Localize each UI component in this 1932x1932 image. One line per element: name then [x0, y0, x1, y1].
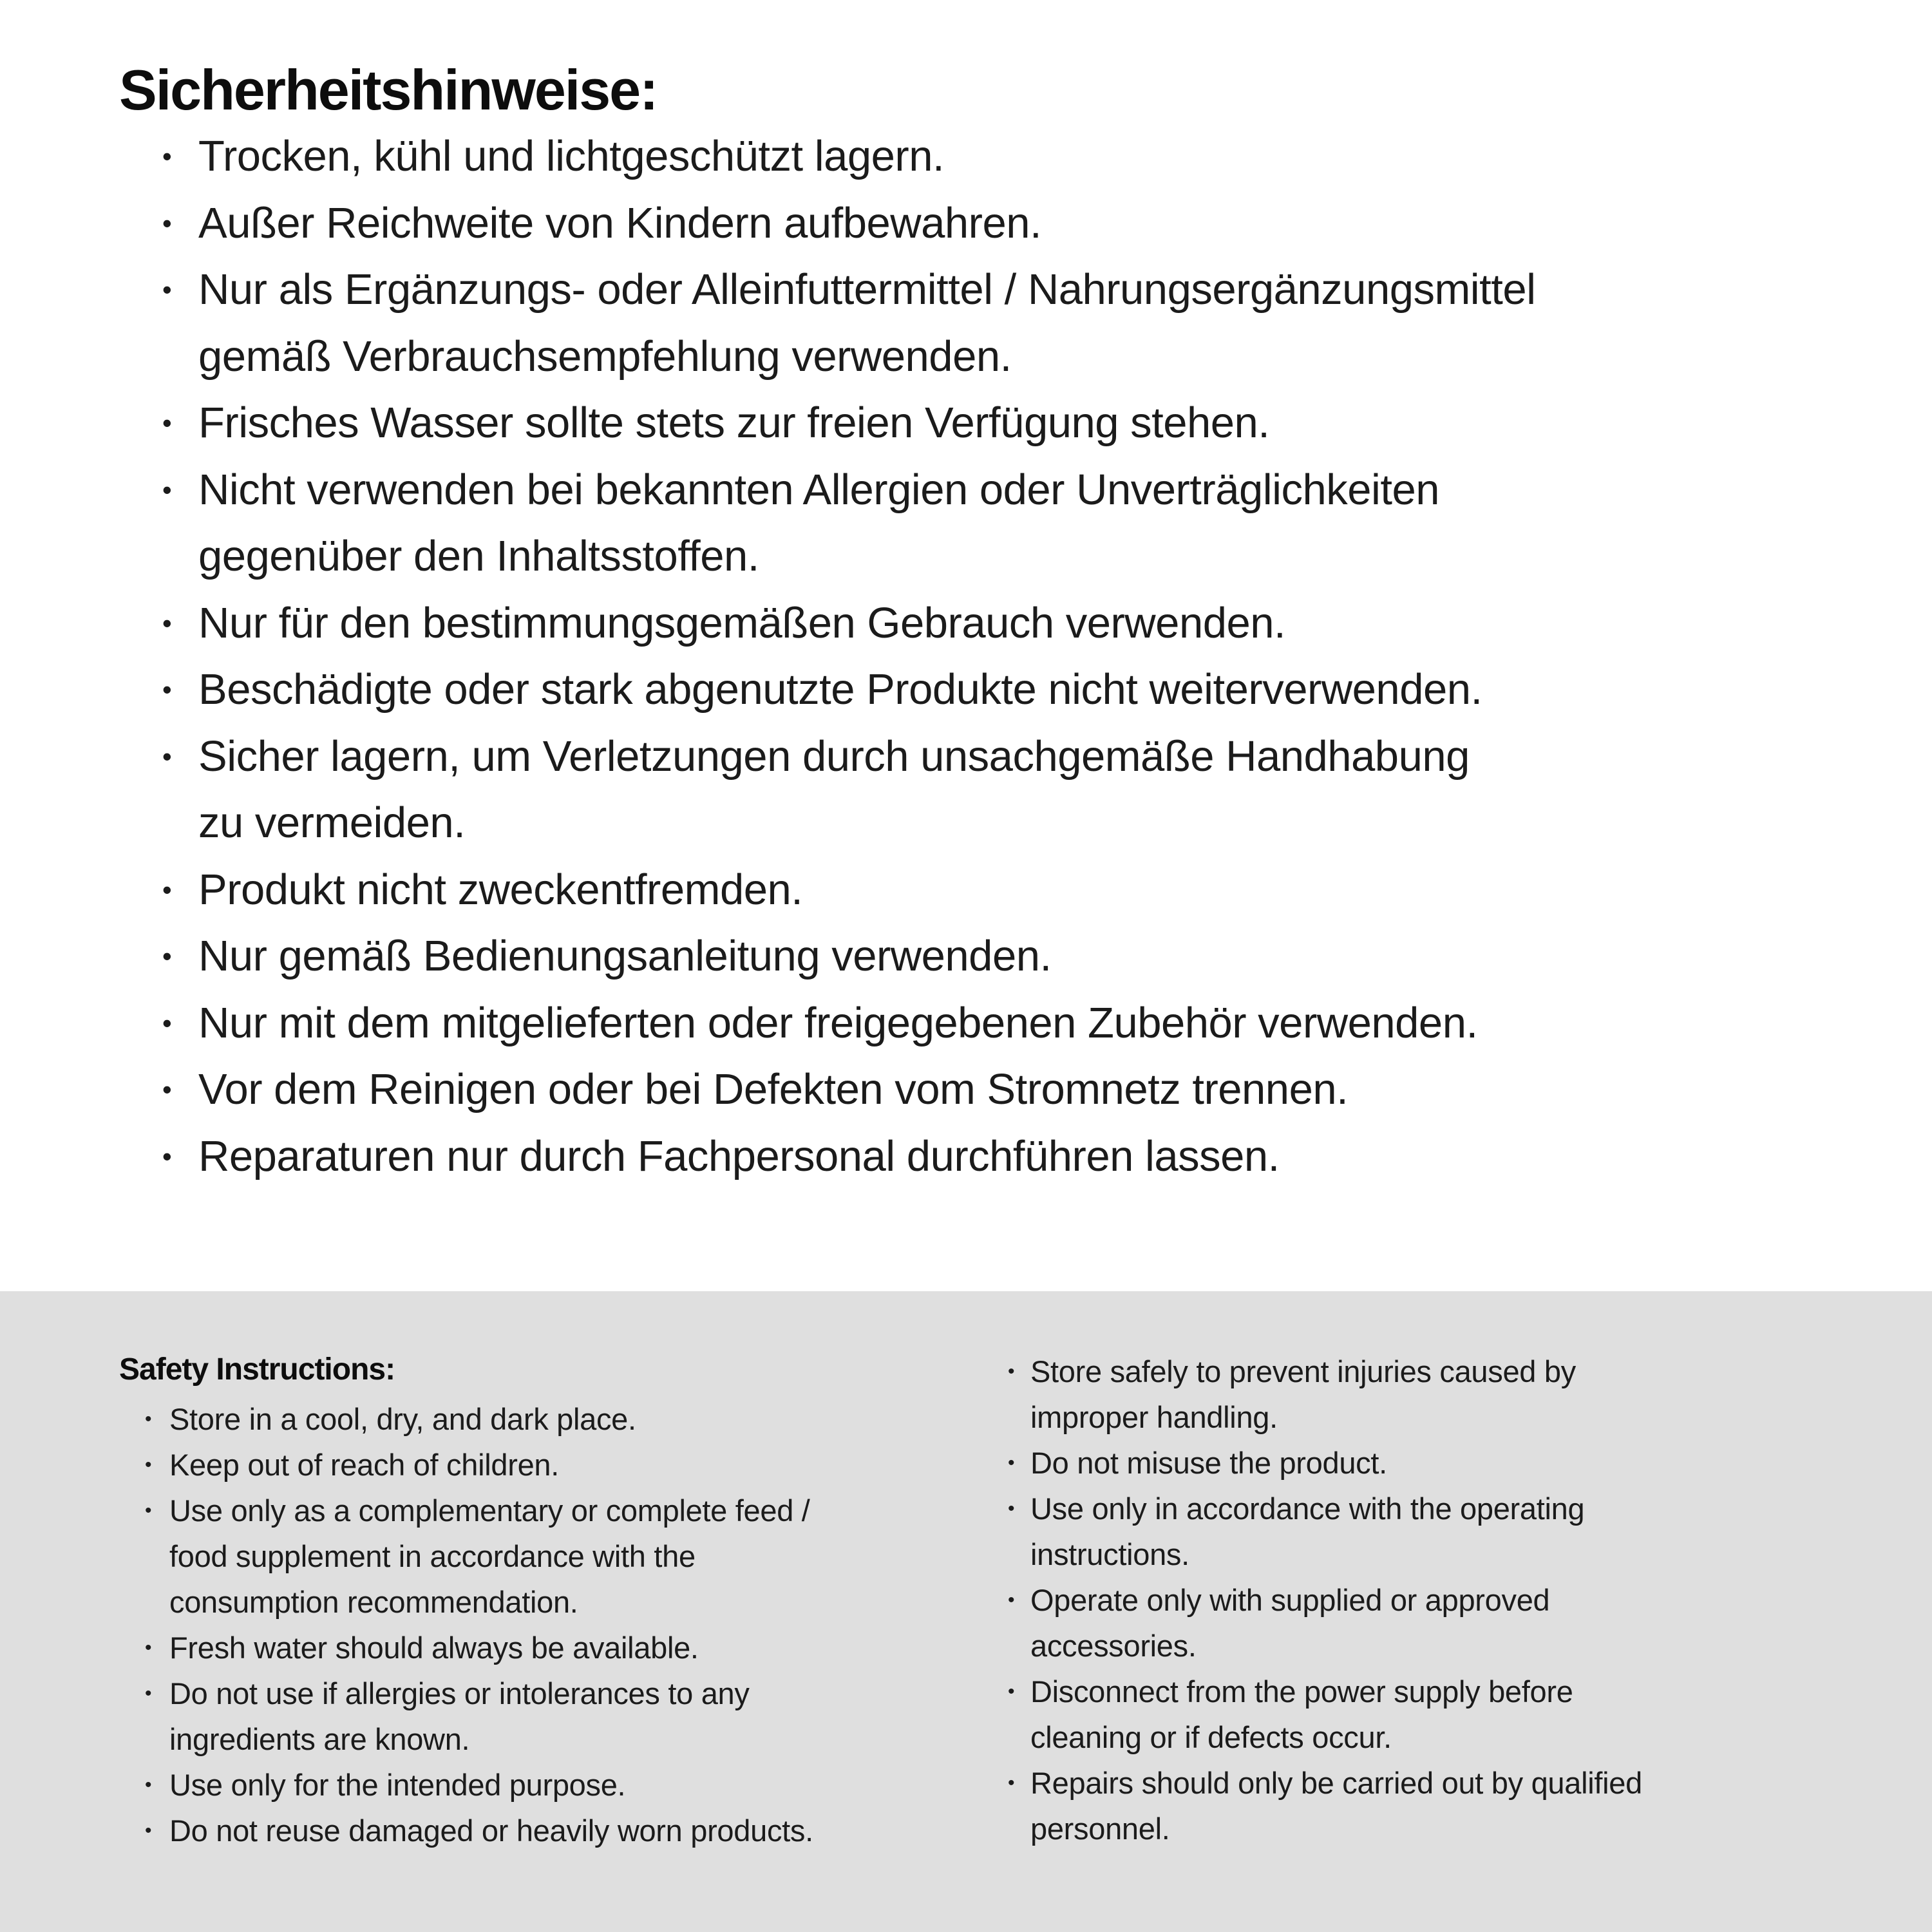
- list-item: [145, 1396, 813, 1442]
- list-item-continuation: [1008, 1531, 1642, 1577]
- english-section-panel: [0, 1291, 1932, 1932]
- list-item-text: Außer Reichweite von Kindern aufbewahren.: [198, 198, 1042, 247]
- german-safety-list: [161, 123, 1536, 1189]
- list-item-text: Nicht verwenden bei bekannten Allergien oder Unverträglichkeiten: [198, 465, 1440, 514]
- list-item-continuation: [1008, 1714, 1642, 1760]
- list-item-continuation: [1008, 1623, 1642, 1669]
- german-section-title: Sicherheitshinweise:: [119, 58, 658, 122]
- list-item-continuation: [145, 1716, 813, 1762]
- list-item: [145, 1625, 813, 1671]
- list-item: [161, 457, 1536, 524]
- list-item-text: Operate only with supplied or approved: [1030, 1583, 1550, 1617]
- list-item: [161, 123, 1536, 190]
- list-item: [161, 923, 1536, 990]
- list-item-continuation: [161, 323, 1536, 390]
- list-item-continuation: [161, 523, 1536, 590]
- list-item-text: gegenüber den Inhaltsstoffen.: [198, 532, 759, 580]
- list-item-text: cleaning or if defects occur.: [1030, 1720, 1392, 1754]
- list-item: [161, 590, 1536, 657]
- list-item: [1008, 1577, 1642, 1623]
- list-item: [161, 857, 1536, 923]
- list-item-text: Frisches Wasser sollte stets zur freien Verfügung stehen.: [198, 399, 1270, 447]
- list-item: [145, 1442, 813, 1488]
- list-item: [1008, 1349, 1642, 1394]
- list-item-text: Store safely to prevent injuries caused by: [1030, 1354, 1576, 1388]
- list-item-text: Nur für den bestimmungsgemäßen Gebrauch verwenden.: [198, 598, 1286, 647]
- list-item-continuation: [1008, 1394, 1642, 1440]
- list-item-continuation: [1008, 1806, 1642, 1852]
- list-item: [1008, 1760, 1642, 1806]
- list-item-text: Fresh water should always be available.: [169, 1631, 699, 1665]
- list-item-text: accessories.: [1030, 1629, 1197, 1663]
- list-item: [1008, 1440, 1642, 1486]
- english-safety-list-right: [1008, 1349, 1642, 1852]
- list-item: [161, 723, 1536, 790]
- list-item: [1008, 1669, 1642, 1714]
- list-item-text: Nur als Ergänzungs- oder Alleinfuttermittel / Nahrungsergänzungsmittel: [198, 265, 1536, 314]
- list-item: [161, 256, 1536, 323]
- list-item: [161, 990, 1536, 1057]
- list-item-text: instructions.: [1030, 1537, 1189, 1571]
- list-item: [1008, 1486, 1642, 1531]
- list-item-text: Repairs should only be carried out by qualified: [1030, 1766, 1642, 1800]
- list-item-text: food supplement in accordance with the: [169, 1539, 696, 1573]
- list-item: [145, 1808, 813, 1853]
- list-item-text: Nur mit dem mitgelieferten oder freigegebenen Zubehör verwenden.: [198, 998, 1478, 1047]
- list-item: [145, 1671, 813, 1716]
- list-item-continuation: [161, 790, 1536, 857]
- english-section-title: Safety Instructions:: [119, 1352, 395, 1387]
- list-item-text: Vor dem Reinigen oder bei Defekten vom Stromnetz trennen.: [198, 1065, 1349, 1113]
- list-item: [161, 190, 1536, 257]
- english-safety-list-left: [145, 1396, 813, 1853]
- list-item: [161, 390, 1536, 457]
- list-item: [145, 1488, 813, 1533]
- list-item-text: Disconnect from the power supply before: [1030, 1674, 1573, 1709]
- list-item: [161, 1056, 1536, 1123]
- list-item-text: Keep out of reach of children.: [169, 1448, 560, 1482]
- list-item-text: improper handling.: [1030, 1400, 1278, 1434]
- list-item-text: Do not misuse the product.: [1030, 1446, 1387, 1480]
- list-item-continuation: [145, 1533, 813, 1579]
- list-item-text: ingredients are known.: [169, 1722, 470, 1756]
- list-item-text: Reparaturen nur durch Fachpersonal durchführen lassen.: [198, 1132, 1280, 1180]
- list-item-text: Use only in accordance with the operating: [1030, 1492, 1585, 1526]
- list-item-text: Use only for the intended purpose.: [169, 1768, 626, 1802]
- list-item-text: Nur gemäß Bedienungsanleitung verwenden.: [198, 932, 1052, 980]
- list-item-continuation: [145, 1579, 813, 1625]
- list-item-text: Store in a cool, dry, and dark place.: [169, 1402, 636, 1436]
- list-item: [161, 1123, 1536, 1190]
- list-item-text: Do not reuse damaged or heavily worn products.: [169, 1814, 813, 1848]
- list-item-text: Use only as a complementary or complete feed /: [169, 1493, 810, 1528]
- list-item-text: zu vermeiden.: [198, 799, 466, 847]
- list-item-text: Sicher lagern, um Verletzungen durch unsachgemäße Handhabung: [198, 732, 1470, 781]
- list-item-text: Beschädigte oder stark abgenutzte Produkte nicht weiterverwenden.: [198, 665, 1482, 714]
- list-item-text: personnel.: [1030, 1812, 1170, 1846]
- list-item: [161, 656, 1536, 723]
- list-item-text: Do not use if allergies or intolerances to any: [169, 1676, 750, 1710]
- list-item-text: consumption recommendation.: [169, 1585, 578, 1619]
- list-item-text: gemäß Verbrauchsempfehlung verwenden.: [198, 332, 1012, 381]
- list-item-text: Produkt nicht zweckentfremden.: [198, 865, 803, 914]
- list-item: [145, 1762, 813, 1808]
- list-item-text: Trocken, kühl und lichtgeschützt lagern.: [198, 132, 945, 180]
